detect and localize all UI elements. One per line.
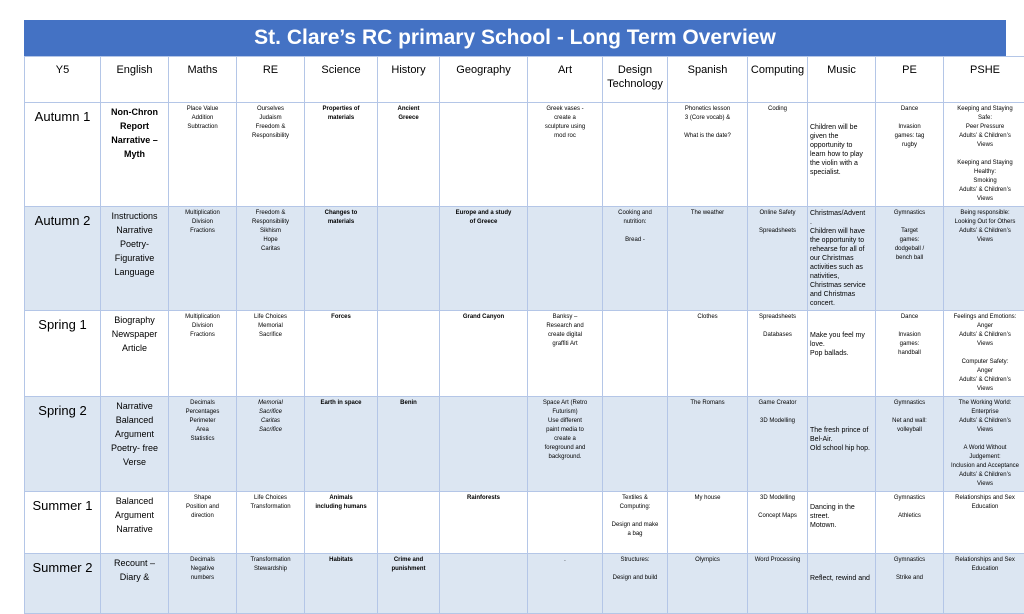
cell-text: Forces (307, 313, 375, 322)
cell-text: Freedom & Responsibility Sikhism Hope Caritas (239, 209, 302, 254)
cell-text: Animals including humans (307, 494, 375, 512)
cell-design-technology (603, 492, 668, 554)
cell-text: Life Choices Transformation (239, 494, 302, 512)
cell-pshe (944, 554, 1024, 614)
cell-text: Gymnastics Athletics (878, 494, 941, 521)
cell-text: Game Creator 3D Modelling (750, 399, 805, 426)
cell-re (237, 311, 305, 397)
header-pe: PE (876, 57, 944, 103)
cell-spanish (668, 103, 748, 207)
cell-text: Greek vases - create a sculpture using mod roc (530, 105, 600, 141)
cell-text: Europe and a study of Greece (442, 209, 525, 227)
cell-music (808, 103, 876, 207)
cell-maths (169, 103, 237, 207)
cell-text: Phonetics lesson 3 (Core vocab) & What is the date? (670, 105, 745, 141)
cell-pe (876, 207, 944, 311)
cell-science (305, 207, 378, 311)
cell-text: Multiplication Division Fractions (171, 313, 234, 340)
cell-text: Online Safety Spreadsheets (750, 209, 805, 236)
cell-text: Crime and punishment (380, 556, 437, 574)
cell-text: My house (670, 494, 745, 503)
cell-text: Dance Invasion games: handball (878, 313, 941, 358)
cell-text: Spreadsheets Databases (750, 313, 805, 340)
cell-music (808, 397, 876, 492)
term-label: Spring 1 (25, 311, 101, 397)
term-label: Spring 2 (25, 397, 101, 492)
cell-pe (876, 397, 944, 492)
cell-design-technology (603, 103, 668, 207)
cell-text: Decimals Percentages Perimeter Area Statistics (171, 399, 234, 444)
header-design-technology: Design Technology (603, 57, 668, 103)
cell-music (808, 492, 876, 554)
header-maths: Maths (169, 57, 237, 103)
cell-text: Recount – Diary & (103, 556, 166, 584)
cell-text: The weather (670, 209, 745, 218)
overview-table (24, 56, 1024, 614)
cell-science (305, 554, 378, 614)
cell-re (237, 492, 305, 554)
cell-text: Ancient Greece (380, 105, 437, 123)
cell-design-technology (603, 311, 668, 397)
cell-text: Structures: Design and build (605, 556, 665, 583)
cell-text: Dance Invasion games: tag rugby (878, 105, 941, 150)
cell-text: Instructions Narrative Poetry- Figurative Language (103, 209, 166, 279)
cell-text: Make you feel my love. Pop ballads. (810, 313, 873, 358)
cell-text: Coding (750, 105, 805, 114)
cell-music (808, 554, 876, 614)
cell-text: Narrative Balanced Argument Poetry- free Verse (103, 399, 166, 469)
cell-history (378, 492, 440, 554)
header-history: History (378, 57, 440, 103)
cell-text: Place Value Addition Subtraction (171, 105, 234, 132)
header-music: Music (808, 57, 876, 103)
cell-spanish (668, 554, 748, 614)
cell-english (101, 397, 169, 492)
cell-english (101, 103, 169, 207)
cell-science (305, 103, 378, 207)
cell-text: . (530, 556, 600, 565)
cell-english (101, 492, 169, 554)
cell-design-technology (603, 207, 668, 311)
cell-text: Reflect, rewind and (810, 556, 873, 583)
term-row (25, 554, 1024, 614)
cell-re (237, 554, 305, 614)
cell-text: Children will be given the opportunity to learn how to play the violin with a specialist. (810, 105, 873, 177)
cell-text: Grand Canyon (442, 313, 525, 322)
cell-pe (876, 311, 944, 397)
cell-geography (440, 554, 528, 614)
page-title: St. Clare’s RC primary School - Long Term Overview (254, 26, 776, 50)
cell-english (101, 207, 169, 311)
cell-art (528, 103, 603, 207)
cell-music (808, 311, 876, 397)
cell-history (378, 554, 440, 614)
cell-text: The Romans (670, 399, 745, 408)
header-geography: Geography (440, 57, 528, 103)
term-label: Summer 1 (25, 492, 101, 554)
cell-text: Ourselves Judaism Freedom & Responsibility (239, 105, 302, 141)
cell-text: Space Art (Retro Futurism) Use different paint media to create a foreground and background. (530, 399, 600, 462)
cell-text: Benin (380, 399, 437, 408)
cell-history (378, 103, 440, 207)
cell-pshe (944, 207, 1024, 311)
cell-art (528, 311, 603, 397)
cell-english (101, 311, 169, 397)
cell-text: Christmas/Advent . Children will have the opportunity to rehearse for all of our Christmas activities such as nativities, Christmas service and Christmas concert. (810, 209, 873, 308)
header-spanish: Spanish (668, 57, 748, 103)
cell-science (305, 311, 378, 397)
cell-geography (440, 311, 528, 397)
cell-text: Cooking and nutrition: Bread - (605, 209, 665, 245)
cell-text: Memorial Sacrifice Caritas Sacrifice (239, 399, 302, 435)
cell-science (305, 397, 378, 492)
header-row (25, 57, 1024, 103)
cell-pshe (944, 492, 1024, 554)
term-row (25, 492, 1024, 554)
cell-text: Textiles & Computing: Design and make a bag (605, 494, 665, 539)
cell-maths (169, 492, 237, 554)
cell-text: Balanced Argument Narrative (103, 494, 166, 536)
cell-text: Biography Newspaper Article (103, 313, 166, 355)
cell-text: Word Processing (750, 556, 805, 565)
cell-text: Transformation Stewardship (239, 556, 302, 574)
cell-text: Life Choices Memorial Sacrifice (239, 313, 302, 340)
cell-text: Olympics (670, 556, 745, 565)
title-banner (24, 20, 1006, 56)
cell-geography (440, 103, 528, 207)
cell-text: Properties of materials (307, 105, 375, 123)
cell-text: Relationships and Sex Education (946, 494, 1024, 512)
cell-text: Keeping and Staying Safe: Peer Pressure Adults’ & Children’s Views Keeping and Staying Healthy: Smoking Adults’ & Children’s Views (946, 105, 1024, 204)
cell-text: Relationships and Sex Education (946, 556, 1024, 574)
term-row (25, 103, 1024, 207)
cell-design-technology (603, 554, 668, 614)
cell-text: The Working World: Enterprise Adults’ & Children’s Views A World Without Judgement: Inclusion and Acceptance Adults’ & Children’s Views (946, 399, 1024, 489)
cell-pe (876, 103, 944, 207)
header-art: Art (528, 57, 603, 103)
cell-text: Clothes (670, 313, 745, 322)
cell-computing (748, 492, 808, 554)
cell-maths (169, 397, 237, 492)
cell-english (101, 554, 169, 614)
cell-computing (748, 311, 808, 397)
cell-re (237, 103, 305, 207)
cell-text: Rainforests (442, 494, 525, 503)
cell-art (528, 207, 603, 311)
term-label: Summer 2 (25, 554, 101, 614)
cell-text: The fresh prince of Bel-Air. Old school hip hop. (810, 399, 873, 453)
cell-text: Being responsible: Looking Out for Others Adults’ & Children’s Views (946, 209, 1024, 245)
cell-text: Changes to materials (307, 209, 375, 227)
header-english: English (101, 57, 169, 103)
cell-history (378, 397, 440, 492)
term-label: Autumn 2 (25, 207, 101, 311)
cell-pshe (944, 103, 1024, 207)
cell-re (237, 207, 305, 311)
cell-computing (748, 103, 808, 207)
cell-text: Decimals Negative numbers (171, 556, 234, 583)
header-science: Science (305, 57, 378, 103)
cell-spanish (668, 207, 748, 311)
cell-maths (169, 207, 237, 311)
cell-text: Multiplication Division Fractions (171, 209, 234, 236)
header-computing: Computing (748, 57, 808, 103)
cell-music (808, 207, 876, 311)
cell-spanish (668, 397, 748, 492)
cell-computing (748, 207, 808, 311)
cell-computing (748, 397, 808, 492)
cell-text: Gymnastics Target games: dodgeball / bench ball (878, 209, 941, 263)
cell-design-technology (603, 397, 668, 492)
cell-geography (440, 397, 528, 492)
cell-text: Gymnastics Net and wall: volleyball (878, 399, 941, 435)
cell-pe (876, 492, 944, 554)
cell-science (305, 492, 378, 554)
term-row (25, 397, 1024, 492)
header-pshe: PSHE (944, 57, 1024, 103)
cell-text: Shape Position and direction (171, 494, 234, 521)
year-label: Y5 (25, 57, 101, 103)
cell-computing (748, 554, 808, 614)
cell-pshe (944, 397, 1024, 492)
cell-text: Gymnastics Strike and (878, 556, 941, 583)
cell-spanish (668, 311, 748, 397)
cell-geography (440, 492, 528, 554)
cell-art (528, 554, 603, 614)
cell-text: Banksy – Research and create digital graffiti Art (530, 313, 600, 349)
cell-history (378, 207, 440, 311)
cell-spanish (668, 492, 748, 554)
cell-pshe (944, 311, 1024, 397)
term-label: Autumn 1 (25, 103, 101, 207)
cell-text: Habitats (307, 556, 375, 565)
header-re: RE (237, 57, 305, 103)
cell-history (378, 311, 440, 397)
cell-text: 3D Modelling Concept Maps (750, 494, 805, 521)
cell-re (237, 397, 305, 492)
cell-maths (169, 554, 237, 614)
term-row (25, 311, 1024, 397)
cell-text: Dancing in the street. Motown. (810, 494, 873, 530)
cell-text: Feelings and Emotions: Anger Adults’ & Children’s Views Computer Safety: Anger Adults’ & Children’s Views (946, 313, 1024, 394)
cell-pe (876, 554, 944, 614)
cell-art (528, 492, 603, 554)
cell-geography (440, 207, 528, 311)
cell-text: Non-Chron Report Narrative – Myth (103, 105, 166, 161)
cell-maths (169, 311, 237, 397)
cell-text: Earth in space (307, 399, 375, 408)
term-row (25, 207, 1024, 311)
cell-art (528, 397, 603, 492)
